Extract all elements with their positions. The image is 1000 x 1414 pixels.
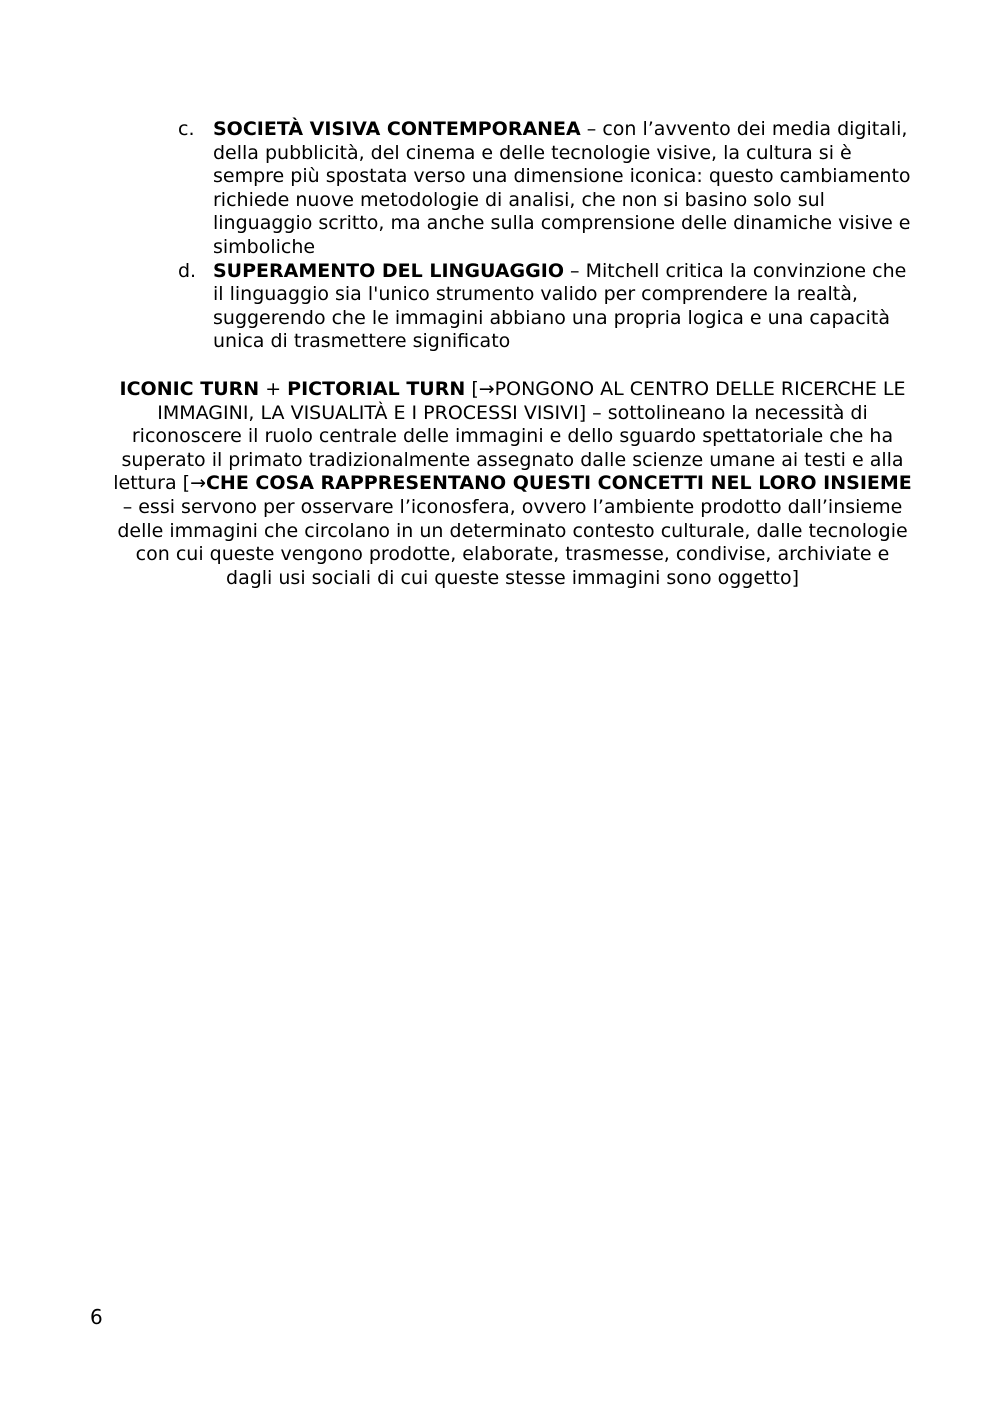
list-item-body: – con l’avvento dei media digitali, della pubblicità, del cinema e delle tecnologie visive, la cultura si è sempre più spostata verso una dimensione iconica: questo cambiamento richiede nuove metodologie di analisi, che non si basino solo sul linguaggio scritto, ma anche sulla comprensione delle dinamiche visive e simboliche [213, 118, 911, 258]
paragraph-heading-pictorial-turn: PICTORIAL TURN [287, 378, 466, 400]
page-number: 6 [90, 1305, 103, 1329]
list-marker: d. [178, 259, 197, 282]
paragraph-bold-question: CHE COSA RAPPRESENTANO QUESTI CONCETTI NEL LORO INSIEME [205, 472, 912, 495]
list-item-body: – Mitchell critica la convinzione che il linguaggio sia l'unico strumento valido per comprendere la realtà, suggerendo che le immagini abbiano una propria logica e una capacità unica di trasmettere significato [213, 259, 907, 353]
paragraph-caps-text: PONGONO AL CENTRO DELLE RICERCHE LE IMMAGINI, LA VISUALITÀ E I PROCESSI VISIVI [157, 378, 906, 424]
list-item-text [213, 118, 916, 260]
list-item-text [213, 260, 916, 354]
list-item-d [176, 260, 916, 354]
paragraph-bracket-open: [ [465, 378, 479, 400]
list-item-heading: SUPERAMENTO DEL LINGUAGGIO [213, 259, 564, 282]
lettered-list [176, 118, 916, 354]
paragraph-plus: + [259, 378, 288, 400]
arrow-right-icon: → [190, 472, 206, 495]
paragraph-body-text: ] – sottolineano la necessità di riconoscere il ruolo centrale delle immagini e dello sguardo spettatoriale che ha superato il primato tradizionalmente assegnato dalle scienze umane ai testi e alla lettura [ [113, 401, 904, 495]
list-marker: c. [178, 118, 195, 140]
list-item-c [176, 118, 916, 260]
list-item-heading: SOCIETÀ VISIVA CONTEMPORANEA [213, 118, 581, 140]
arrow-right-icon: → [478, 378, 495, 400]
centered-paragraph [110, 378, 915, 590]
paragraph-body-text-2: – essi servono per osservare l’iconosfera, ovvero l’ambiente prodotto dall’insieme delle immagini che circolano in un determinato contesto culturale, dalle tecnologie con cui queste vengono prodotte, elaborate, trasmesse, condivise, archiviate e dagli usi sociali di cui queste stesse immagini sono oggetto] [117, 495, 908, 589]
paragraph-heading-iconic-turn: ICONIC TURN [119, 378, 260, 400]
